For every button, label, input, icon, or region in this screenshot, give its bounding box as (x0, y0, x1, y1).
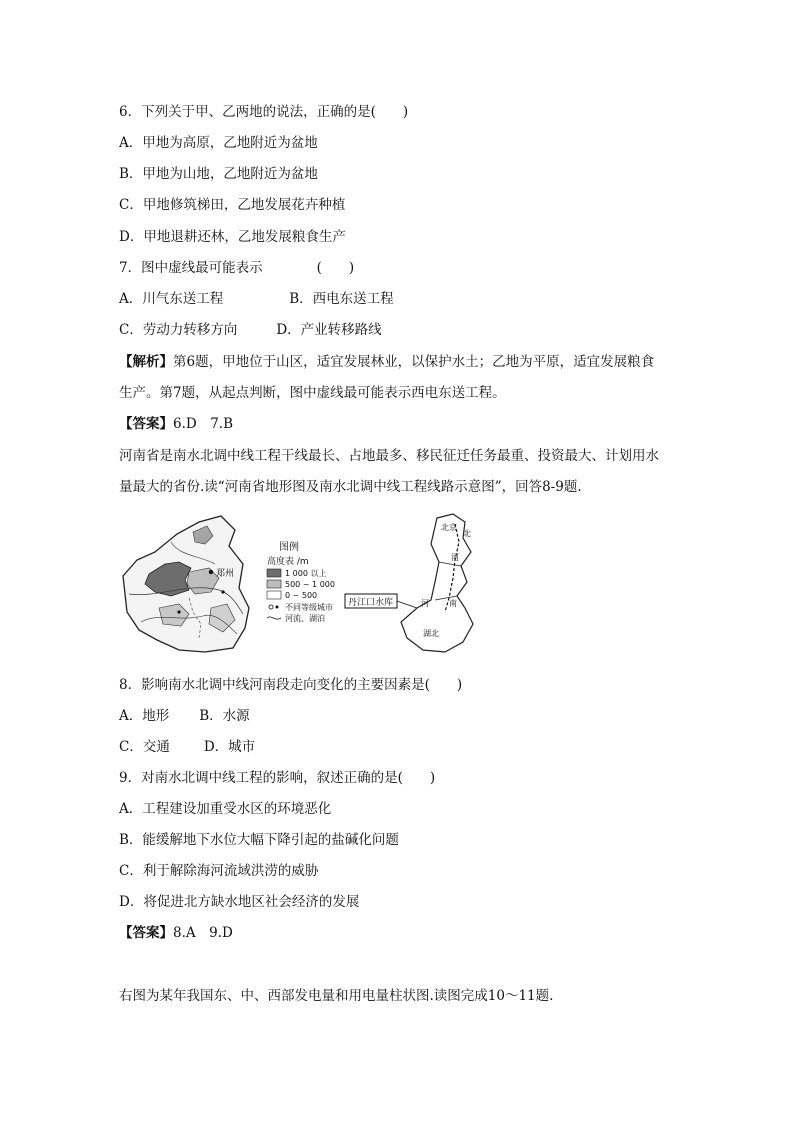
river-legend-icon (267, 617, 281, 619)
map-label-nan: 南 (449, 599, 457, 608)
legend-title: 图例 (279, 542, 299, 553)
map-label-hubei: 湖北 (423, 629, 439, 638)
map-label-beijing: 北京 (441, 523, 457, 532)
intro-2-line2: 量最大的省份.读“河南省地形图及南水北调中线工程线路示意图”，回答8-9题. (119, 479, 582, 495)
q6-option-d: D．甲地退耕还林，乙地发展粮食生产 (119, 229, 346, 245)
analysis-1-line1 (119, 352, 654, 372)
q7-option-a: A．川气东送工程 (119, 291, 224, 307)
map-label-reservoir: 丹江口水库 (348, 598, 394, 608)
q7-option-c: C．劳动力转移方向 (119, 322, 238, 338)
q6-option-c: C．甲地修筑梯田，乙地发展花卉种植 (119, 197, 346, 213)
legend-subtitle: 高度表 /m (267, 557, 309, 567)
q9-option-d: D．将促进北方缺水地区社会经济的发展 (119, 894, 360, 910)
route-schematic-map (345, 514, 473, 652)
q8-options-row2 (119, 737, 255, 757)
answer-tag: 【答案】 (119, 925, 173, 941)
map-label-zhengzhou: 郑州 (216, 569, 235, 579)
henan-terrain-map (123, 516, 249, 652)
legend-item-low: 0 ~ 500 (285, 591, 318, 600)
q8-option-d: D．城市 (203, 739, 256, 755)
legend-swatch-low (267, 591, 281, 599)
city-legend-icon (276, 606, 279, 609)
map-label-henan-he: 河 (421, 599, 429, 608)
q8-option-b: B．水源 (199, 708, 250, 724)
q7-options-row1 (119, 289, 394, 309)
q6-stem: 6．下列关于甲、乙两地的说法，正确的是( ) (119, 104, 409, 120)
city-dot-icon (209, 570, 213, 574)
q7-stem: 7．图中虚线最可能表示 ( ) (119, 260, 355, 276)
legend-item-mid: 500 ~ 1 000 (285, 580, 335, 589)
answer-text: 8.A 9.D (173, 925, 233, 941)
answer-2 (119, 923, 233, 943)
answer-tag: 【答案】 (119, 416, 173, 432)
q7-option-d: D．产业转移路线 (276, 322, 382, 338)
answer-1 (119, 414, 233, 434)
city-dot-icon (177, 610, 180, 613)
q9-option-b: B．能缓解地下水位大幅下降引起的盐碱化问题 (119, 832, 399, 848)
henan-map-figure (119, 512, 499, 657)
city-dot-icon (221, 590, 224, 593)
map-legend (267, 540, 335, 623)
map-label-hebei: 北 (463, 529, 471, 538)
q8-option-c: C．交通 (119, 739, 170, 755)
legend-item-city: 不同等级城市 (285, 603, 333, 612)
q7-options-row2 (119, 320, 382, 340)
legend-swatch-high (267, 569, 281, 577)
analysis-1-line2: 生产。第7题，从起点判断，图中虚线最可能表示西电东送工程。 (119, 385, 506, 401)
q9-option-c: C．利于解除海河流域洪涝的威胁 (119, 863, 319, 879)
q9-option-a: A．工程建设加重受水区的环境恶化 (119, 801, 332, 817)
city-legend-icon (269, 605, 273, 609)
q8-options-row1 (119, 706, 250, 726)
legend-item-high: 1 000 以上 (285, 569, 327, 578)
q9-stem: 9．对南水北调中线工程的影响，叙述正确的是( ) (119, 770, 436, 786)
q6-option-b: B．甲地为山地，乙地附近为盆地 (119, 166, 318, 182)
analysis-tag: 【解析】 (119, 354, 173, 370)
legend-item-river: 河流、湖泊 (285, 614, 325, 623)
q7-option-b: B．西电东送工程 (289, 291, 394, 307)
intro-2-line1: 河南省是南水北调中线工程干线最长、占地最多、移民征迁任务最重、投资最大、计划用水 (119, 448, 659, 464)
q8-stem: 8．影响南水北调中线河南段走向变化的主要因素是( ) (119, 677, 463, 693)
q6-option-a: A．甲地为高原，乙地附近为盆地 (119, 135, 318, 151)
legend-swatch-mid (267, 580, 281, 588)
map-label-he: 河 (451, 553, 459, 562)
q8-option-a: A．地形 (119, 708, 170, 724)
analysis-text: 第6题，甲地位于山区，适宜发展林业，以保护水土；乙地为平原，适宜发展粮食 (173, 354, 655, 370)
answer-text: 6.D 7.B (173, 416, 234, 432)
intro-3: 右图为某年我国东、中、西部发电量和用电量柱状图.读图完成10～11题. (119, 988, 554, 1004)
